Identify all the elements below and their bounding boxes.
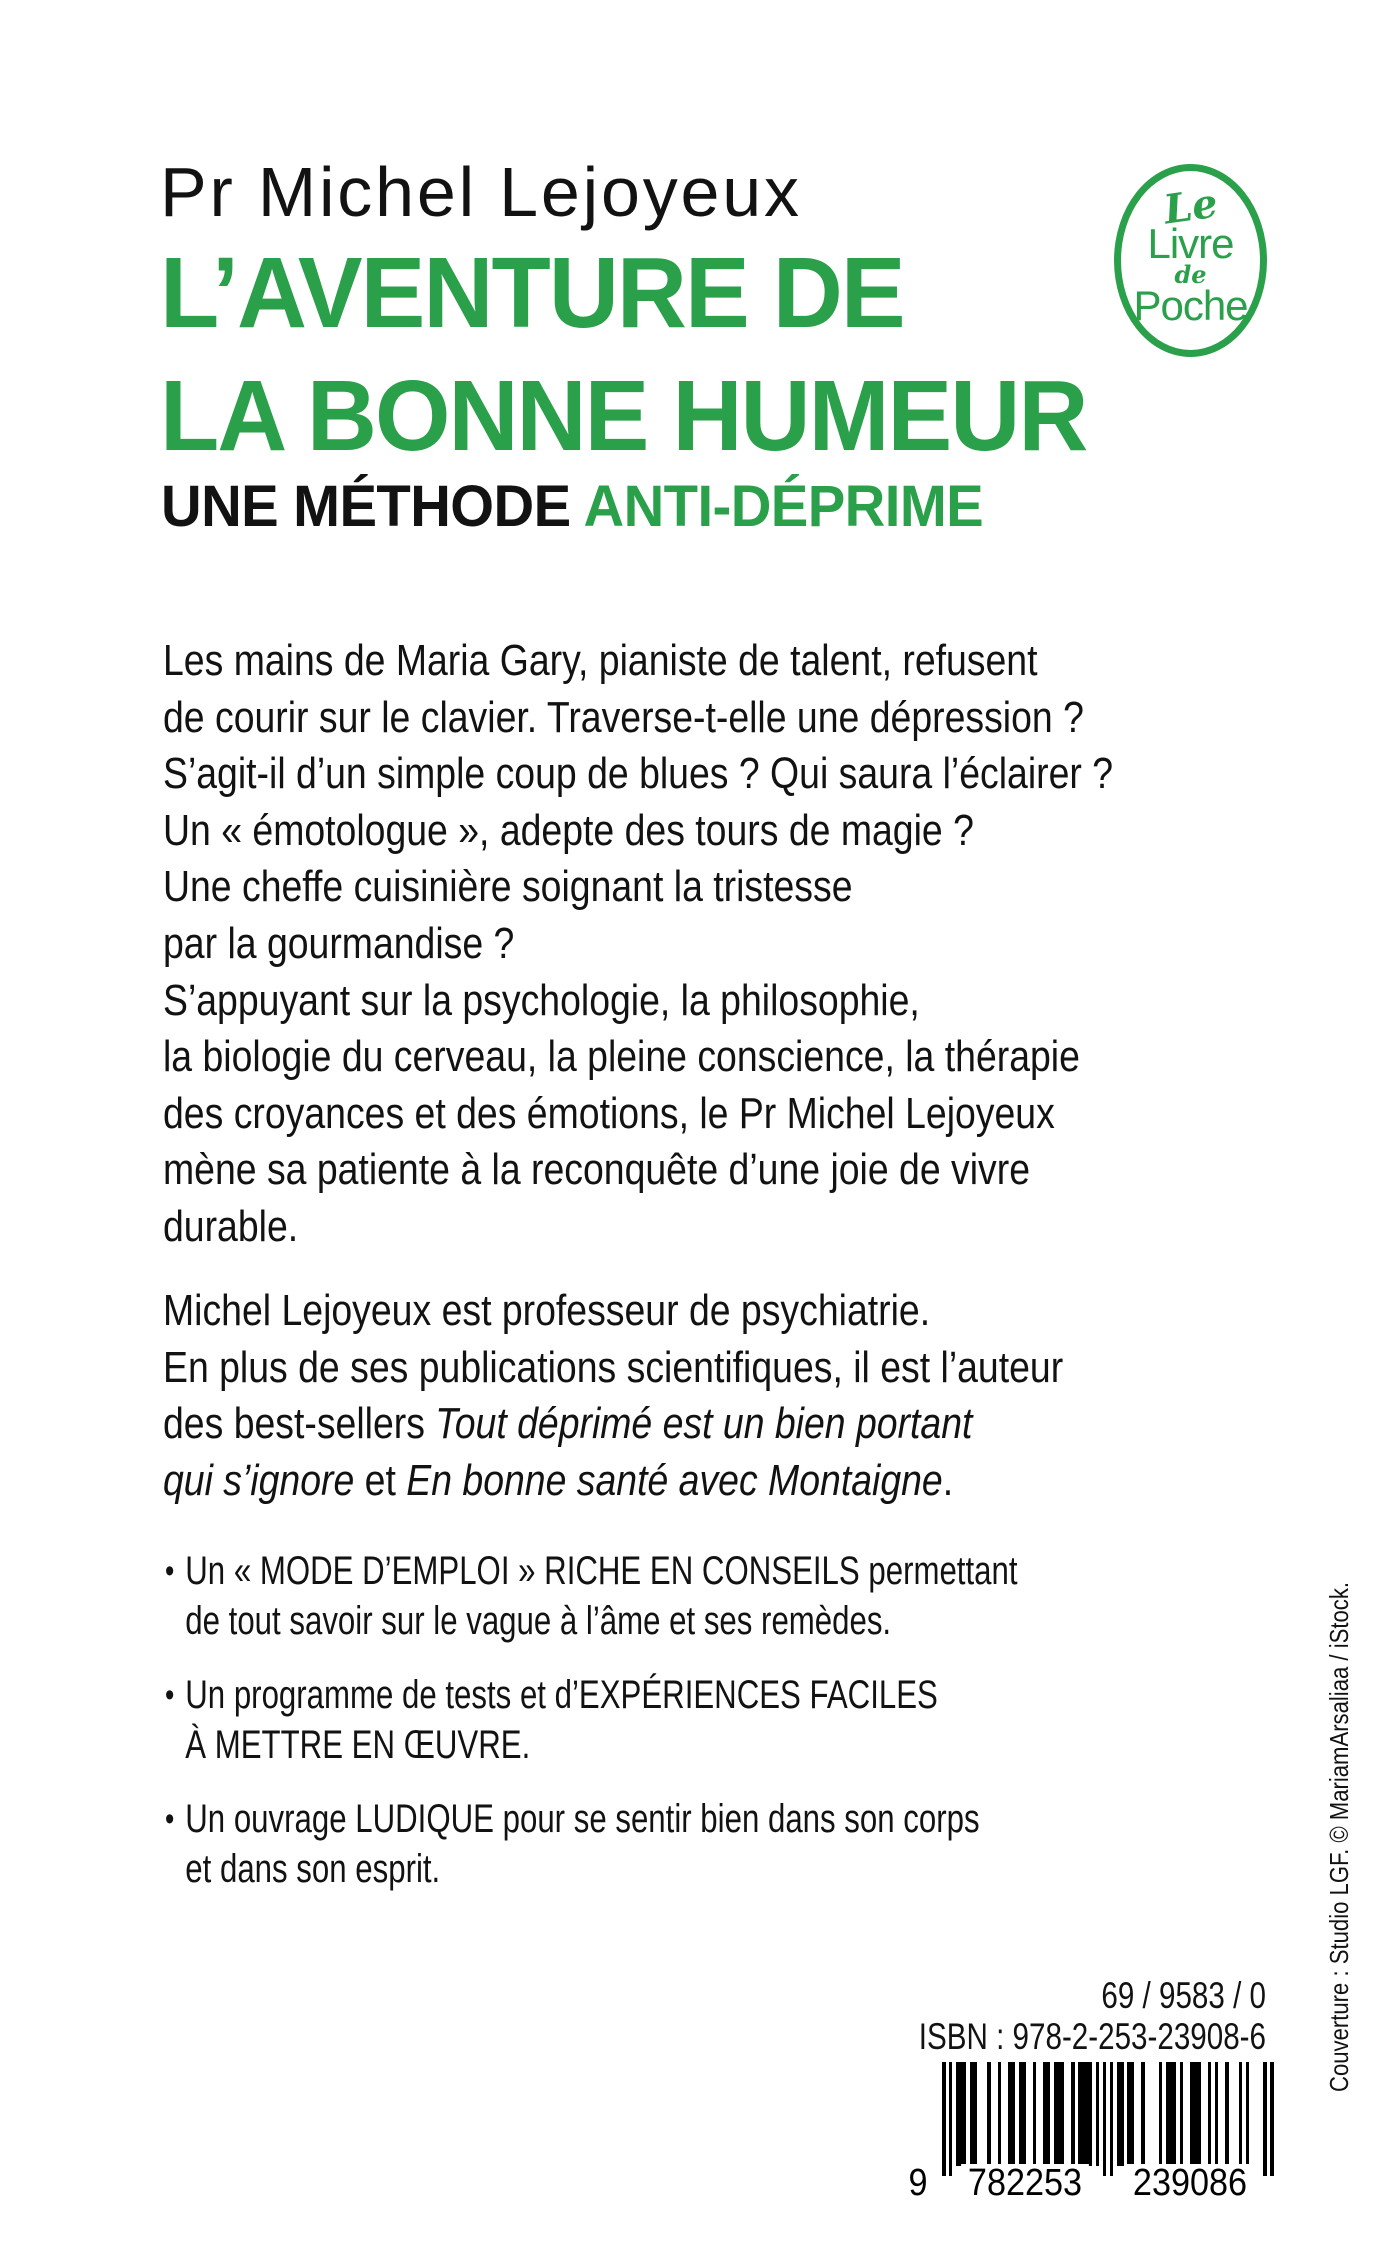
bullet-text xyxy=(185,1546,1017,1646)
list-item xyxy=(165,1546,1018,1646)
bullet-icon: • xyxy=(165,1552,175,1590)
logo-le: Le xyxy=(1160,179,1221,234)
selling-points-list xyxy=(165,1546,1018,1894)
bullet-icon: • xyxy=(165,1676,175,1714)
bullet-line: Un « MODE D’EMPLOI » RICHE EN CONSEILS permettant xyxy=(185,1549,1018,1593)
synopsis-line: Un « émotologue », adepte des tours de magie ? xyxy=(163,805,974,855)
synopsis-line: mène sa patiente à la reconquête d’une joie de vivre xyxy=(163,1145,1031,1195)
synopsis-line: S’agit-il d’un simple coup de blues ? Qui saura l’éclairer ? xyxy=(163,749,1114,799)
bio-line xyxy=(163,1396,1063,1453)
bio-text: et xyxy=(354,1455,407,1505)
livre-de-poche-logo xyxy=(1114,164,1267,357)
book-title-line2: LA BONNE HUMEUR xyxy=(160,360,1087,472)
author-bio-paragraph xyxy=(163,1283,1063,1509)
print-code: 69 / 9583 / 0 xyxy=(1101,1975,1266,2016)
synopsis-line: S’appuyant sur la psychologie, la philosophie, xyxy=(163,975,920,1025)
author-name: Pr Michel Lejoyeux xyxy=(160,153,802,231)
cover-credit: Couverture : Studio LGF. © MariamArsaliaa / iStock. xyxy=(1324,1581,1354,2092)
logo-de: de xyxy=(1174,259,1207,289)
barcode-bars xyxy=(942,2062,1274,2178)
bullet-line: À METTRE EN ŒUVRE. xyxy=(185,1723,531,1767)
bio-text: . xyxy=(942,1455,954,1505)
synopsis-paragraph xyxy=(163,633,1113,1256)
synopsis-line: des croyances et des émotions, le Pr Michel Lejoyeux xyxy=(163,1088,1055,1138)
bio-book-title: qui s’ignore xyxy=(163,1455,355,1505)
bullet-icon: • xyxy=(165,1800,175,1838)
imprint-block xyxy=(919,1975,1266,2057)
bullet-text xyxy=(185,1670,938,1770)
ean13-barcode xyxy=(908,2062,1274,2204)
bio-book-title: Tout déprimé est un bien portant xyxy=(435,1399,973,1449)
bio-book-title: En bonne santé avec Montaigne xyxy=(406,1455,943,1505)
subtitle-green: ANTI-DÉPRIME xyxy=(583,474,984,539)
synopsis-line: la biologie du cerveau, la pleine conscience, la thérapie xyxy=(163,1032,1080,1082)
bio-line xyxy=(163,1453,1063,1510)
subtitle-black: UNE MÉTHODE xyxy=(161,474,584,539)
synopsis-line: de courir sur le clavier. Traverse-t-elle une dépression ? xyxy=(163,692,1084,742)
synopsis-line: par la gourmandise ? xyxy=(163,918,515,968)
barcode-digits-right: 239086 xyxy=(1125,2164,1255,2202)
bullet-line: et dans son esprit. xyxy=(185,1847,441,1891)
synopsis-line: Les mains de Maria Gary, pianiste de talent, refusent xyxy=(163,636,1038,685)
book-title xyxy=(160,232,1087,478)
book-subtitle xyxy=(161,474,983,540)
synopsis-line: durable. xyxy=(163,1201,299,1251)
bullet-text xyxy=(185,1794,979,1894)
bio-line: Michel Lejoyeux est professeur de psychiatrie. xyxy=(163,1286,931,1335)
isbn-number: ISBN : 978-2-253-23908-6 xyxy=(918,2016,1266,2057)
barcode-lead-digit: 9 xyxy=(908,2162,928,2204)
bullet-line: Un programme de tests et d’EXPÉRIENCES FACILES xyxy=(185,1673,938,1717)
logo-livre: Livre xyxy=(1147,219,1234,267)
bio-line: En plus de ses publications scientifiques, il est l’auteur xyxy=(163,1342,1064,1392)
logo-poche: Poche xyxy=(1133,281,1248,329)
bullet-line: Un ouvrage LUDIQUE pour se sentir bien dans son corps xyxy=(185,1797,980,1841)
barcode-digits-left: 782253 xyxy=(961,2164,1089,2202)
bio-text: des best-sellers xyxy=(163,1399,436,1449)
list-item xyxy=(165,1670,1018,1770)
list-item xyxy=(165,1794,1018,1894)
book-title-line1: L’AVENTURE DE xyxy=(160,237,904,349)
bullet-line: de tout savoir sur le vague à l’âme et ses remèdes. xyxy=(185,1599,892,1643)
synopsis-line: Une cheffe cuisinière soignant la tristesse xyxy=(163,862,853,912)
